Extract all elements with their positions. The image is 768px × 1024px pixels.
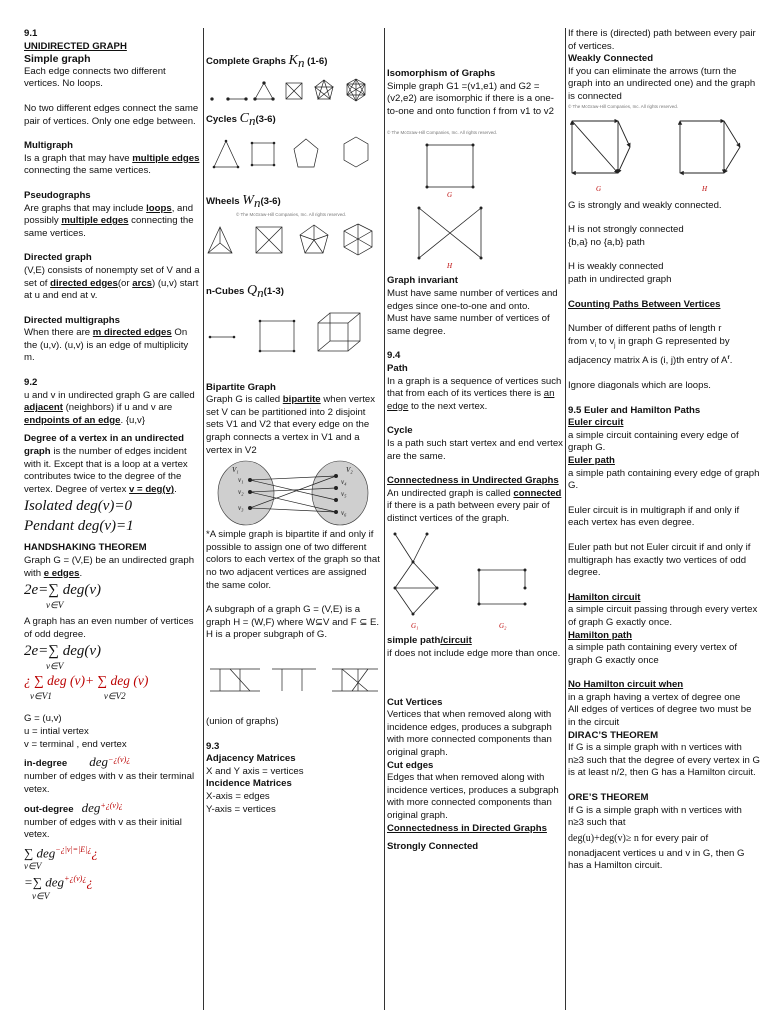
sum-formula-2: =∑ deg$^{+¿(v)¿}$¿ <box>24 874 93 890</box>
dirac-text: If G is a simple graph with n vertices with n≥3 such that the degree of every vertex in G is at least n/2, then G has a Hamilton circuit. <box>568 742 760 779</box>
subgraph-figure <box>206 657 382 699</box>
fig-g-label: G <box>596 184 602 193</box>
handshaking-formula-3: ¿ ∑ deg (v)+ ∑ deg (v) <box>24 673 149 689</box>
column-divider-3 <box>565 28 566 1010</box>
bip-label: v₁ <box>238 476 244 485</box>
graph-invariant-text-2: Must have same number of vertices of same degree. <box>387 313 550 337</box>
gh-text-2: H is not strongly connected <box>568 224 684 236</box>
bipartite-figure <box>206 460 382 526</box>
hamilton-path-heading: Hamilton path <box>568 629 632 641</box>
euler-path-heading: Euler path <box>568 454 615 466</box>
bipartite-heading: Bipartite Graph <box>206 381 276 393</box>
iso-h-label: H <box>447 262 453 271</box>
isomorphism-text: Simple graph G1 =(v1,e1) and G2 = (v2,e2) are isomorphic if there is a one-to-one and onto function f from v1 to v2 <box>387 80 554 117</box>
section-9-5: 9.5 Euler and Hamilton Paths <box>568 404 701 416</box>
bip-label: v₃ <box>238 504 244 513</box>
complete-graphs-figure <box>206 75 382 107</box>
ore-text-1: If G is a simple graph with n vertices with n≥3 such that <box>568 804 742 829</box>
g-uv: G = (u,v) <box>24 713 62 725</box>
fig-h-label: H <box>702 184 708 193</box>
bip-label: v₂ <box>238 488 244 497</box>
cut-vertices-text: Vertices that when removed along with incidence edges, produces a subgraph with more connected components than original graph. <box>387 709 552 759</box>
bip-label: V₁ <box>232 466 239 475</box>
bip-label: v₄ <box>341 478 347 487</box>
adjacency-matrices-heading: Adjacency Matrices <box>206 753 296 765</box>
gh-text-4: H is weakly connected <box>568 261 664 273</box>
subgraph-text: A subgraph of a graph G = (V,E) is a graph H = (W,F) where W⊆V and F ⊆ E. H is a proper subgraph of G. <box>206 604 380 641</box>
connectedness-directed-heading: Connectedness in Directed Graphs <box>387 822 547 834</box>
weakly-connected-heading: Weakly Connected <box>568 53 654 65</box>
hamilton-circuit-heading: Hamilton circuit <box>568 591 641 603</box>
handshaking-formula-3-sub: v∈V1 v∈V2 <box>30 691 126 702</box>
column-3 <box>387 28 563 1018</box>
hamilton-path-text: a simple path containing every vertex of graph G exactly once <box>568 642 738 666</box>
directed-graph-text: (V,E) consists of nonempty set of V and a set of directed edges(or arcs) (u,v) start at u and end at v. <box>24 264 200 302</box>
path-heading: Path <box>387 362 408 374</box>
connectedness-undirected-text: An undirected graph is called connected if there is a path between every pair of distinct vertices of the graph. <box>387 487 562 524</box>
counting-paths-text-2: from $v_i$ to $v_j$ in graph G represented by adjacency matrix A is (i, j)th entry of $A^r$. <box>568 335 733 367</box>
union-text: (union of graphs) <box>206 715 279 727</box>
connected-graphs-figure <box>387 528 563 632</box>
euler-circuit-heading: Euler circuit <box>568 417 624 429</box>
handshaking-heading: HANDSHAKING THEOREM <box>24 542 147 554</box>
isomorphism-g-figure <box>387 139 563 199</box>
undirected-graph-heading: UNIDIRECTED GRAPH <box>24 40 127 52</box>
in-degree-line: in-degree deg$^{-¿(v)¿}$ <box>24 754 131 770</box>
euler-text-1: Euler circuit is in multigraph if and only if each vertex has even degree. <box>568 504 740 529</box>
cut-vertices-heading: Cut Vertices <box>387 696 443 708</box>
section-9-3: 9.3 <box>206 740 220 752</box>
sum-formula-2-sub: v∈V <box>32 890 50 901</box>
path-text: In a graph is a sequence of vertices such that from each of its vertices there is an edge to the next vertex. <box>387 375 562 412</box>
gh-text-1: G is strongly and weakly connected. <box>568 199 722 211</box>
cycle-heading: Cycle <box>387 425 413 437</box>
ore-heading: ORE’S THEOREM <box>568 792 649 804</box>
counting-paths-text-3: Ignore diagonals which are loops. <box>568 380 711 391</box>
degree-text: Degree of a vertex in an undirected graph is the number of edges incident with it. Except that is a loop at a vertex contributes twice to the degree of the vertex. Degree of vertex v = deg(v). <box>24 433 188 495</box>
bip-label: v₅ <box>341 490 347 499</box>
column-divider-2 <box>384 28 385 1010</box>
directed-multigraphs-text: When there are m directed edges On the (u,v). (u,v) is an edge of multiplicity m. <box>24 327 189 364</box>
isomorphism-heading: Isomorphism of Graphs <box>387 68 496 79</box>
handshaking-formula-1: 2e=∑ deg(v) <box>24 582 102 599</box>
n-cubes-heading: n-Cubes $Q_n(1-3)$ <box>206 282 284 300</box>
handshaking-formula-1-sub: v∈V <box>46 600 64 611</box>
strongly-connected-text: If there is (directed) path between every pair of vertices. <box>568 28 756 52</box>
euler-path-text: a simple path containing every edge of graph G. <box>568 467 760 492</box>
weakly-connected-text: If you can eliminate the arrows (turn the graph into an undirected one) and the graph is connected <box>568 65 756 102</box>
bipartite-text: Graph G is called bipartite when vertex set V can be partitioned into 2 disjoint sets V1 and V2 that every edge on the graph connects a vertex in V1 and a vertex in V2 <box>206 394 376 456</box>
no-hamilton-heading: No Hamilton circuit when <box>568 679 684 691</box>
no-hamilton-text-2: All edges of vertices of degree two must be in the circuit <box>568 704 752 729</box>
euler-text-2: Euler path but not Euler circuit if and only if multigraph has exactly two vertices of odd degree. <box>568 541 751 579</box>
directed-multigraphs-heading: Directed multigraphs <box>24 314 120 326</box>
column-4 <box>568 28 760 1018</box>
graph-invariant-text-1: Must have same number of vertices and edges since one-to-one and onto. <box>387 287 558 312</box>
handshaking-text: Graph G = (V,E) be an undirected graph with e edges. <box>24 555 195 579</box>
incidence-y-text: Y-axis = vertices <box>206 803 276 815</box>
isolated-formula: Isolated deg(v)=0 <box>24 498 133 515</box>
wheels-heading: Wheels $W_n(3-6)$ <box>206 192 281 210</box>
sum-formula-1: ∑ deg$^{-¿|v|=|E|¿}$¿ <box>24 844 98 861</box>
directed-graph-heading: Directed graph <box>24 252 92 264</box>
cut-edges-heading: Cut edges <box>387 759 434 771</box>
section-9-1: 9.1 <box>24 28 38 39</box>
cut-edges-text: Edges that when removed along with incidence vertices, produces a subgraph with more connected components than original graph. <box>387 772 559 821</box>
gh-text-5: path in undirected graph <box>568 273 672 285</box>
iso-g-label: G <box>447 191 453 200</box>
section-9-4: 9.4 <box>387 350 401 362</box>
no-hamilton-text-1: in a graph having a vertex of degree one <box>568 691 741 703</box>
wheels-figure <box>206 221 382 271</box>
complete-graphs-heading: Complete Graphs $K_n$ (1-6) <box>206 53 328 70</box>
simple-graph-text: Each edge connects two different vertices. No loops. <box>24 65 166 90</box>
counting-paths-text-1: Number of different paths of length r <box>568 323 722 335</box>
handshaking-text-2: A graph has an even number of vertices of odd degree. <box>24 616 194 640</box>
in-degree-text: number of edges with v as their terminal vetex. <box>24 771 195 795</box>
column-divider-1 <box>203 28 204 1010</box>
counting-paths-heading: Counting Paths Between Vertices <box>568 298 721 310</box>
cycle-text: Is a path such start vertex and end vertex are the same. <box>387 437 563 462</box>
adjacent-text: u and v in undirected graph G are called adjacent (neighbors) if u and v are endpoints of an edge. {u,v} <box>24 389 195 426</box>
out-degree-line: out-degree deg$^{+¿(v)¿}$ <box>24 799 123 815</box>
bipartite-note: *A simple graph is bipartite if and only if possible to assign one of two different colors to each vertex of the graph so that no two adjacent vertices are assigned the same color. <box>206 529 380 591</box>
multigraph-heading: Multigraph <box>24 140 74 152</box>
strongly-connected-heading: Strongly Connected <box>387 841 479 853</box>
connectedness-undirected-heading: Connectedness in Undirected Graphs <box>387 475 559 487</box>
incidence-x-text: X-axis = edges <box>206 790 270 802</box>
v-terminal: v = terminal , end vertex <box>24 738 127 750</box>
column-2 <box>206 28 382 1018</box>
simple-path-text: if does not include edge more than once. <box>387 648 561 660</box>
bip-label: V₂ <box>346 466 353 475</box>
simple-graph-text-2: No two different edges connect the same pair of vertices. Only one edge between. <box>24 102 199 127</box>
isomorphism-h-figure <box>387 202 563 272</box>
ore-text-2: deg(u)+deg(v)≥ n for every pair of nonadjacent vertices u and v in G, then G has a Hamilton circuit. <box>568 832 745 872</box>
multigraph-text: Is a graph that may have multiple edges connecting the same vertices. <box>24 152 200 177</box>
euler-circuit-text: a simple circuit containing every edge of graph G. <box>568 429 739 454</box>
n-cubes-figure <box>206 305 382 367</box>
adjacency-matrices-text: X and Y axis = vertices <box>206 765 304 777</box>
incidence-matrices-heading: Incidence Matrices <box>206 778 292 790</box>
simple-path-heading: simple path/circuit <box>387 635 472 647</box>
bip-label: v₆ <box>341 509 347 518</box>
pendant-formula: Pendant deg(v)=1 <box>24 518 134 535</box>
graph-invariant-heading: Graph invariant <box>387 275 458 287</box>
dirac-heading: DIRAC’S THEOREM <box>568 729 659 741</box>
simple-graph-heading: Simple graph <box>24 53 91 66</box>
pseudographs-heading: Pseudographs <box>24 189 91 201</box>
section-9-2: 9.2 <box>24 377 38 389</box>
column-1 <box>24 28 200 1018</box>
handshaking-formula-2-sub: v∈V <box>46 661 64 672</box>
hamilton-circuit-text: a simple circuit passing through every vertex of graph G exactly once. <box>568 604 758 628</box>
out-degree-text: number of edges with v as their initial vetex. <box>24 816 182 841</box>
gh-copyright: © The McGraw-Hill Companies, Inc. All rights reserved. <box>568 103 679 109</box>
wheels-copyright: © The McGraw-Hill Companies, Inc. All rights reserved. <box>236 211 347 217</box>
u-initial: u = intial vertex <box>24 725 89 737</box>
sum-formula-1-sub: v∈V <box>24 861 42 872</box>
cycles-heading: Cycles $C_n(3-6)$ <box>206 110 276 128</box>
handshaking-formula-2: 2e=∑ deg(v) <box>24 643 102 660</box>
pseudographs-text: Are graphs that may include loops, and possibly multiple edges connecting the same vertices. <box>24 202 194 239</box>
directed-gh-figure <box>568 113 760 197</box>
g1-label: G₁ <box>411 622 419 631</box>
gh-text-3: {b,a} no {a,b} path <box>568 236 645 248</box>
cycles-figure <box>206 133 382 181</box>
g2-label: G₂ <box>499 622 507 631</box>
iso-copyright: © The McGraw-Hill Companies, Inc. All rights reserved. <box>387 130 498 136</box>
